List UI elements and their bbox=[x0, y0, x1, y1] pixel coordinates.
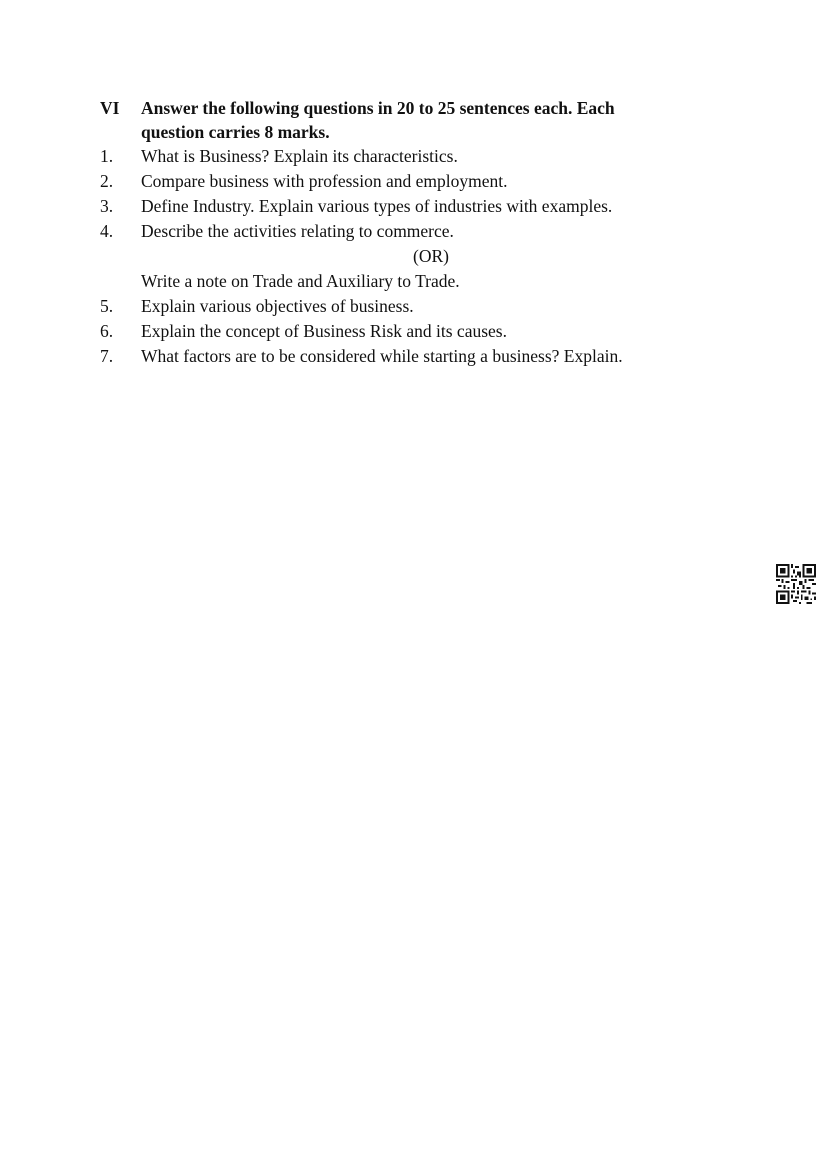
question-item bbox=[100, 194, 720, 219]
question-number: 6. bbox=[100, 321, 114, 341]
question-text: Explain the concept of Business Risk and its causes. bbox=[141, 321, 507, 341]
section-instruction: Answer the following questions in 20 to 25 sentences each. Each question carries 8 marks. bbox=[141, 98, 615, 142]
question-section bbox=[100, 96, 720, 369]
question-item bbox=[100, 219, 720, 244]
question-number: 5. bbox=[100, 296, 114, 316]
question-text: Write a note on Trade and Auxiliary to Trade. bbox=[141, 271, 460, 291]
question-item bbox=[100, 144, 720, 169]
question-number: 3. bbox=[100, 196, 114, 216]
question-text: What is Business? Explain its characteristics. bbox=[141, 146, 458, 166]
question-number: 1. bbox=[100, 146, 114, 166]
or-separator bbox=[100, 244, 720, 269]
question-item bbox=[100, 169, 720, 194]
question-text: What factors are to be considered while starting a business? Explain. bbox=[141, 346, 623, 366]
or-label: (OR) bbox=[413, 246, 449, 266]
question-number: 4. bbox=[100, 221, 114, 241]
question-text: Explain various objectives of business. bbox=[141, 296, 414, 316]
question-number: 2. bbox=[100, 171, 114, 191]
question-text: Define Industry. Explain various types of industries with examples. bbox=[141, 196, 613, 216]
question-item bbox=[100, 344, 720, 369]
question-text: Describe the activities relating to commerce. bbox=[141, 221, 454, 241]
question-number: 7. bbox=[100, 346, 114, 366]
question-text: Compare business with profession and employment. bbox=[141, 171, 508, 191]
section-heading bbox=[100, 96, 720, 144]
question-item bbox=[100, 294, 720, 319]
section-number: VI bbox=[100, 98, 120, 118]
question-item bbox=[100, 319, 720, 344]
qr-code-icon bbox=[776, 564, 816, 604]
question-item bbox=[100, 269, 720, 294]
